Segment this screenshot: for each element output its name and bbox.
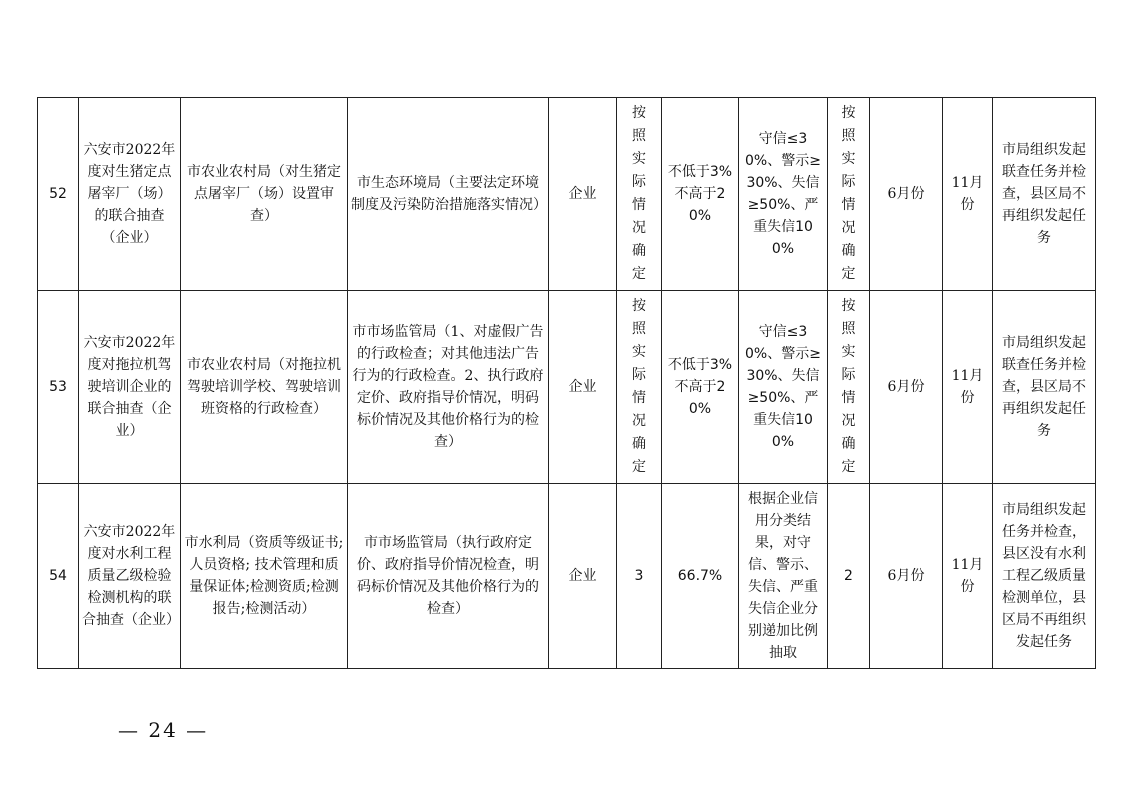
task-name: 六安市2022年度对生猪定点屠宰厂（场）的联合抽查（企业） <box>79 98 181 291</box>
remark: 市局组织发起联查任务并检查，县区局不再组织发起任务 <box>993 98 1096 291</box>
county-count: 按照实际情况确定 <box>828 98 870 291</box>
table-row <box>38 291 1096 484</box>
row-number: 53 <box>38 291 79 484</box>
page-number: — 24 — <box>118 718 209 742</box>
inspection-count: 按照实际情况确定 <box>617 98 662 291</box>
sampling-method: 守信≤30%、警示≥30%、失信≥50%、严重失信100% <box>739 98 828 291</box>
remark: 市局组织发起联查任务并检查，县区局不再组织发起任务 <box>993 291 1096 484</box>
row-number: 52 <box>38 98 79 291</box>
joint-department: 市市场监管局（1、对虚假广告的行政检查；对其他违法广告行为的行政检查。2、执行政府定价、政府指导价情况，明码标价情况及其他价格行为的检查） <box>348 291 549 484</box>
inspection-object: 企业 <box>549 291 617 484</box>
task-name: 六安市2022年度对拖拉机驾驶培训企业的联合抽查（企业） <box>79 291 181 484</box>
start-month: 6月份 <box>870 484 943 669</box>
county-count: 按照实际情况确定 <box>828 291 870 484</box>
county-count: 2 <box>828 484 870 669</box>
inspection-ratio: 不低于3%不高于20% <box>662 98 739 291</box>
joint-department: 市生态环境局（主要法定环境制度及污染防治措施落实情况） <box>348 98 549 291</box>
row-number: 54 <box>38 484 79 669</box>
inspection-object: 企业 <box>549 484 617 669</box>
start-month: 6月份 <box>870 98 943 291</box>
inspection-count: 3 <box>617 484 662 669</box>
joint-department: 市市场监管局（执行政府定价、政府指导价情况检查，明码标价情况及其他价格行为的检查） <box>348 484 549 669</box>
inspection-object: 企业 <box>549 98 617 291</box>
sampling-method: 守信≤30%、警示≥30%、失信≥50%、严重失信100% <box>739 291 828 484</box>
remark: 市局组织发起任务并检查，县区没有水利工程乙级质量检测单位，县区局不再组织发起任务 <box>993 484 1096 669</box>
lead-department: 市水利局（资质等级证书;人员资格; 技术管理和质量保证体;检测资质;检测报告;检测活动） <box>181 484 348 669</box>
table-row <box>38 98 1096 291</box>
lead-department: 市农业农村局（对拖拉机驾驶培训学校、驾驶培训班资格的行政检查） <box>181 291 348 484</box>
inspection-count: 按照实际情况确定 <box>617 291 662 484</box>
inspection-table <box>37 97 1096 669</box>
sampling-method: 根据企业信用分类结果，对守信、警示、失信、严重失信企业分别递加比例抽取 <box>739 484 828 669</box>
table-row <box>38 484 1096 669</box>
task-name: 六安市2022年度对水利工程质量乙级检验检测机构的联合抽查（企业） <box>79 484 181 669</box>
inspection-ratio: 不低于3%不高于20% <box>662 291 739 484</box>
start-month: 6月份 <box>870 291 943 484</box>
end-month: 11月份 <box>943 98 993 291</box>
inspection-ratio: 66.7% <box>662 484 739 669</box>
lead-department: 市农业农村局（对生猪定点屠宰厂（场）设置审查） <box>181 98 348 291</box>
end-month: 11月份 <box>943 484 993 669</box>
end-month: 11月份 <box>943 291 993 484</box>
